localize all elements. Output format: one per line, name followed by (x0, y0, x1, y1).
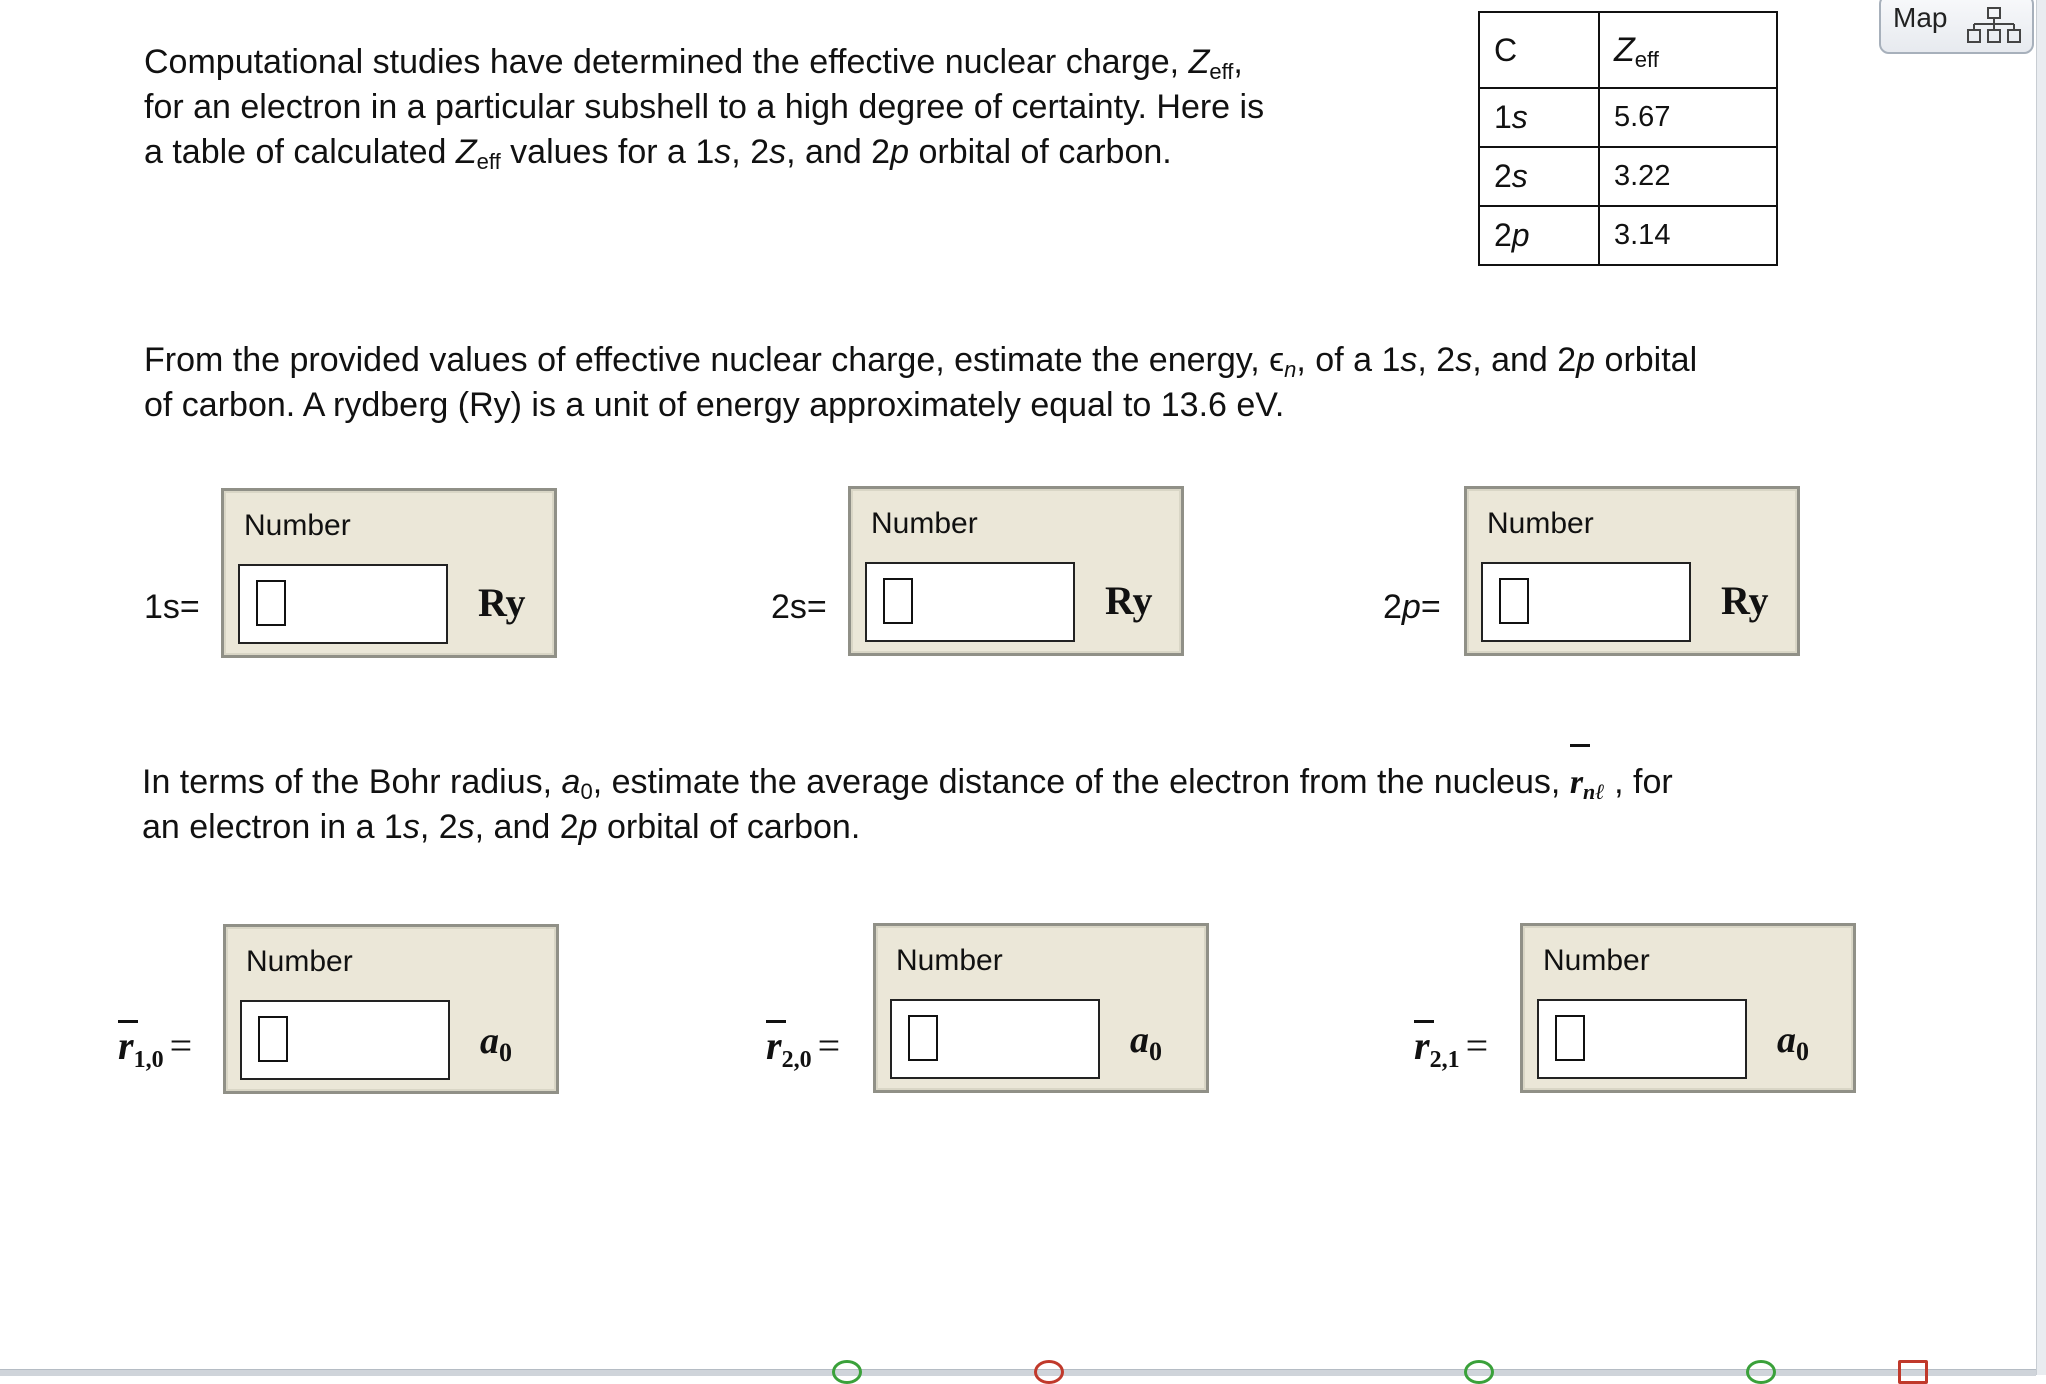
text-cursor (258, 1016, 288, 1062)
next-icon[interactable] (1746, 1360, 1776, 1384)
text-cursor (883, 578, 913, 624)
print-icon[interactable] (1898, 1360, 1928, 1384)
answer-label-r21: $r_{2,1}$ = (1414, 1022, 1488, 1069)
sitemap-icon (1966, 6, 2022, 46)
r-nl-symbol: $r_{n\ell}$ (1570, 764, 1605, 801)
answer-box-label: Number (244, 509, 351, 542)
table-row (1479, 88, 1777, 147)
give-up-icon[interactable] (1034, 1360, 1064, 1384)
answer-box-label: Number (896, 944, 1003, 977)
map-button-label: Map (1893, 2, 1948, 33)
unit-label: Ry (478, 580, 526, 625)
table-header-row (1479, 12, 1777, 88)
answer-box-2p (1464, 486, 1800, 656)
radius-r10-input[interactable] (240, 1000, 450, 1080)
table-header-element: C (1479, 12, 1599, 88)
radius-r20-input[interactable] (890, 999, 1100, 1079)
answer-label-r10: $r_{1,0}$ = (118, 1022, 192, 1069)
answer-box-r20 (873, 923, 1209, 1093)
radius-r21-input[interactable] (1537, 999, 1747, 1079)
text-cursor (908, 1015, 938, 1061)
intro-paragraph: Computational studies have determined the effective nuclear charge, $Z_{eff}$, for an electron in a particular subshell to a high degree of certainty. Here is a table of calculated $Z_{eff}$ values for a 1s, 2s, and 2p orbital of carbon. (144, 43, 1265, 174)
table-cell-zeff: 5.67 (1599, 88, 1777, 147)
energy-1s-input[interactable] (238, 564, 448, 644)
table-row (1479, 147, 1777, 206)
vertical-scrollbar[interactable] (2036, 0, 2046, 1375)
table-cell-orbital: 2s (1479, 147, 1599, 206)
text-cursor (256, 580, 286, 626)
answer-label-2p: 2p= (1383, 588, 1441, 626)
table-cell-zeff: 3.14 (1599, 206, 1777, 265)
table-header-zeff: $Z_{eff}$ (1599, 12, 1777, 88)
unit-label: $a_0$ (1130, 1019, 1162, 1066)
table-cell-orbital: 2p (1479, 206, 1599, 265)
table-row (1479, 206, 1777, 265)
check-icon[interactable] (832, 1360, 862, 1384)
answer-box-r10 (223, 924, 559, 1094)
unit-label: $a_0$ (480, 1020, 512, 1067)
energy-2s-input[interactable] (865, 562, 1075, 642)
unit-label: Ry (1721, 578, 1769, 623)
radius-question: In terms of the Bohr radius, $a_0$, estimate the average distance of the electron from the nucleus, $r_{n\ell}$ , for an electron in a 1s, 2s, and 2p orbital of carbon. (142, 760, 1673, 850)
unit-label: Ry (1105, 578, 1153, 623)
text-cursor (1499, 578, 1529, 624)
answer-box-label: Number (1487, 507, 1594, 540)
answer-box-label: Number (871, 507, 978, 540)
energy-question: From the provided values of effective nuclear charge, estimate the energy, $\epsilon_n$, of a 1s, 2s, and 2p orbital of carbon. A rydberg (Ry) is a unit of energy approximately equal to 13.6 eV. (144, 341, 1698, 424)
zeff-table (1478, 11, 1778, 266)
answer-box-label: Number (1543, 944, 1650, 977)
answer-box-1s (221, 488, 557, 658)
answer-label-2s: 2s= (771, 588, 827, 626)
unit-label: $a_0$ (1777, 1019, 1809, 1066)
energy-2p-input[interactable] (1481, 562, 1691, 642)
answer-box-label: Number (246, 945, 353, 978)
table-cell-orbital: 1s (1479, 88, 1599, 147)
text-cursor (1555, 1015, 1585, 1061)
answer-box-r21 (1520, 923, 1856, 1093)
table-cell-zeff: 3.22 (1599, 147, 1777, 206)
map-button[interactable] (1879, 0, 2034, 54)
answer-label-1s: 1s= (144, 588, 200, 626)
hint-icon[interactable] (1464, 1360, 1494, 1384)
answer-box-2s (848, 486, 1184, 656)
answer-label-r20: $r_{2,0}$ = (766, 1022, 840, 1069)
